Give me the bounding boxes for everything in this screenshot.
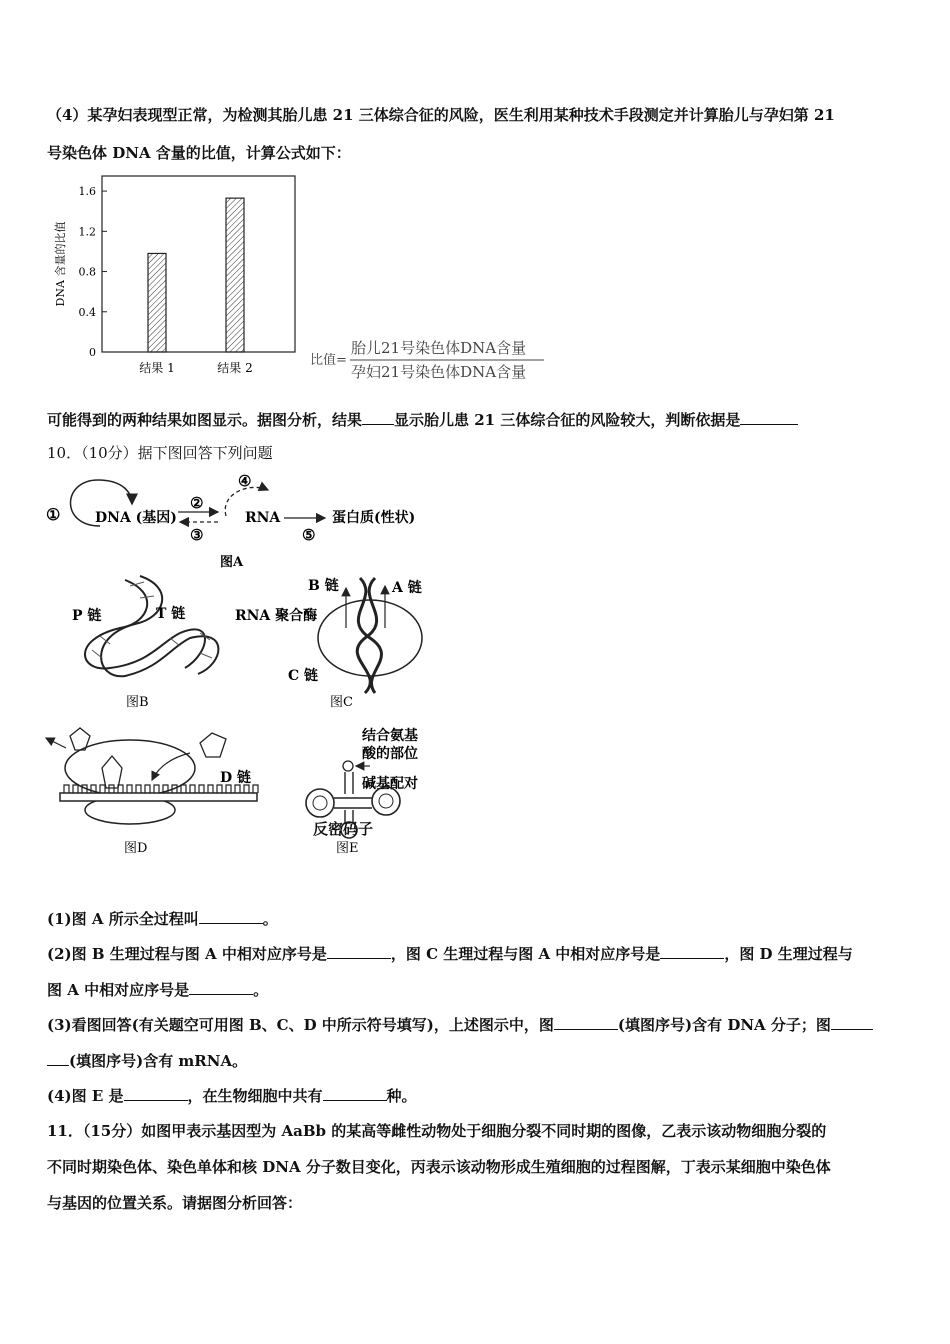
fig-c-a-chain: A 链 [392,580,422,596]
figure-b [72,576,218,710]
fig-e-caption: 图E [336,841,359,856]
x-category-label: 结果 2 [217,361,253,375]
bar-2 [226,198,244,352]
mrna-base [253,785,258,793]
y-tick-label: 0 [89,346,96,359]
mrna-base [145,785,150,793]
formula-numerator: 胎儿21号染色体DNA含量 [351,339,527,357]
q9-text-line1: （4）某孕妇表现型正常，为检测其胎儿患 21 三体综合征的风险，医生利用某种技术手段测定并计算胎儿与孕妇第 21 [47,106,835,124]
entry-arrow [152,753,190,780]
mrna-base [217,785,222,793]
q10-sub3-c: (填图序号)含有 mRNA。 [69,1052,248,1070]
fig-e-site-line1: 结合氨基 [362,728,418,744]
q10-sub2-c: ，图 D 生理过程与 [724,945,853,963]
q9-result-pre: 可能得到的两种结果如图显示。据图分析，结果 [47,411,363,429]
q10-sub1 [47,908,278,929]
fig-a-num1: ① [46,505,61,524]
mrna-base [100,785,105,793]
fig-c-enzyme: RNA 聚合酶 [235,608,318,624]
q10-sub2-a: (2)图 B 生理过程与图 A 中相对应序号是 [47,945,327,963]
mrna-base [190,785,195,793]
chart-frame [102,176,295,352]
fig-c-caption: 图C [330,695,353,710]
mrna-base [226,785,231,793]
trna-left-loop [306,789,334,817]
exit-arrow [46,738,66,748]
q10-figures [40,468,460,860]
q10-sub1-post: 。 [262,910,278,928]
fig-e-pairing: 碱基配对 [362,776,418,792]
x-category-label: 结果 1 [139,361,175,375]
q10-sub4-c: 种。 [386,1087,417,1105]
amino-acid-site [343,761,353,771]
formula-denominator: 孕妇21号染色体DNA含量 [351,363,527,381]
q10-sub2-e: 。 [253,981,269,999]
figure-d [46,728,258,856]
mrna-base [109,785,114,793]
q10-sub3-b: (填图序号)含有 DNA 分子；图 [617,1016,831,1034]
answer-blank[interactable] [327,944,391,959]
q10-sub2-line2 [47,979,268,1000]
mrna-base [208,785,213,793]
trna-center [102,756,122,788]
fig-c-b-chain: B 链 [308,578,339,594]
mrna-base [154,785,159,793]
figure-a [46,472,415,570]
y-tick-label: 0.8 [78,265,96,279]
answer-blank[interactable] [740,410,798,425]
answer-blank[interactable] [199,909,263,924]
fig-d-caption: 图D [124,841,148,856]
fig-a-num4: ④ [238,472,252,490]
mrna-base [244,785,249,793]
q10-sub2-b: ，图 C 生理过程与图 A 中相对应序号是 [390,945,661,963]
fig-c-c-chain: C 链 [288,668,319,684]
q10-sub4-a: (4)图 E 是 [47,1087,124,1105]
q10-sub3-line1 [47,1014,873,1035]
dna-strand-p [85,580,205,669]
fig-a-protein: 蛋白质(性状) [332,510,416,526]
answer-blank[interactable] [831,1015,873,1030]
q9-result-line [47,409,798,430]
fig-a-num5: ⑤ [302,526,316,544]
fig-d-d-chain: D 链 [220,770,252,786]
q11-line1: 11．（15分）如图甲表示基因型为 AaBb 的某高等雌性动物处于细胞分裂不同时期的图像，乙表示该动物细胞分裂的 [47,1122,827,1140]
q9-result-mid: 显示胎儿患 21 三体综合征的风险较大，判断依据是 [394,411,741,429]
fig-b-p-chain: P 链 [72,608,102,624]
ribosome-large-subunit [65,740,195,796]
answer-blank[interactable] [554,1015,618,1030]
mrna-base [235,785,240,793]
mrna-base [64,785,69,793]
trna-right [200,733,226,757]
answer-blank[interactable] [124,1086,188,1101]
answer-blank[interactable] [189,980,253,995]
q11-line2: 不同时期染色体、染色单体和核 DNA 分子数目变化，丙表示该动物形成生殖细胞的过程图解，丁表示某细胞中染色体 [47,1158,831,1176]
fig-b-t-chain: T 链 [156,606,186,622]
fig-a-rna: RNA [245,510,281,526]
mrna-d-chain [60,793,257,801]
trna-arms [334,798,372,808]
q10-sub4 [47,1085,417,1106]
mrna-base [181,785,186,793]
answer-blank[interactable] [47,1051,69,1066]
mrna-base [136,785,141,793]
fig-a-num2: ② [190,494,204,512]
q10-sub3-a: (3)看图回答(有关题空可用图 B、C、D 中所示符号填写)，上述图示中，图 [47,1016,554,1034]
q9-text-line2: 号染色体 DNA 含量的比值，计算公式如下： [47,144,351,162]
mrna-base [199,785,204,793]
q10-sub1-pre: (1)图 A 所示全过程叫 [47,910,199,928]
bar-1 [148,253,166,352]
y-tick-label: 0.4 [78,305,96,319]
fig-e-site-line2: 酸的部位 [362,746,418,762]
trna-stem [345,772,353,794]
q10-sub2-line1 [47,943,853,964]
q10-sub4-b: ，在生物细胞中共有 [187,1087,323,1105]
trna-right-loop-inner [379,794,393,808]
fig-a-num3: ③ [190,526,204,544]
dna-ratio-chart [40,168,570,383]
mrna-base [127,785,132,793]
fig-e-anticodon-label: 反密码子 [313,820,374,838]
formula-prefix: 比值= [310,353,347,368]
y-tick-label: 1.2 [78,225,96,239]
q10-sub2-d: 图 A 中相对应序号是 [47,981,190,999]
mrna-base [73,785,78,793]
q10-heading: 10．（10分）据下图回答下列问题 [47,444,273,462]
fig-a-dna: DNA (基因) [95,510,177,526]
figure-c [235,577,422,710]
answer-blank[interactable] [362,410,394,425]
fig-a-caption: 图A [220,555,244,570]
chart-ylabel: DNA 含量的比值 [54,221,67,307]
fig-b-caption: 图B [126,695,149,710]
y-tick-label: 1.6 [78,185,96,199]
q11-line3: 与基因的位置关系。请据图分析回答： [47,1194,303,1212]
dna-strand-t [101,576,218,676]
trna-left-loop-inner [313,796,327,810]
q10-sub3-line2 [47,1050,247,1071]
answer-blank[interactable] [323,1086,387,1101]
answer-blank[interactable] [660,944,724,959]
